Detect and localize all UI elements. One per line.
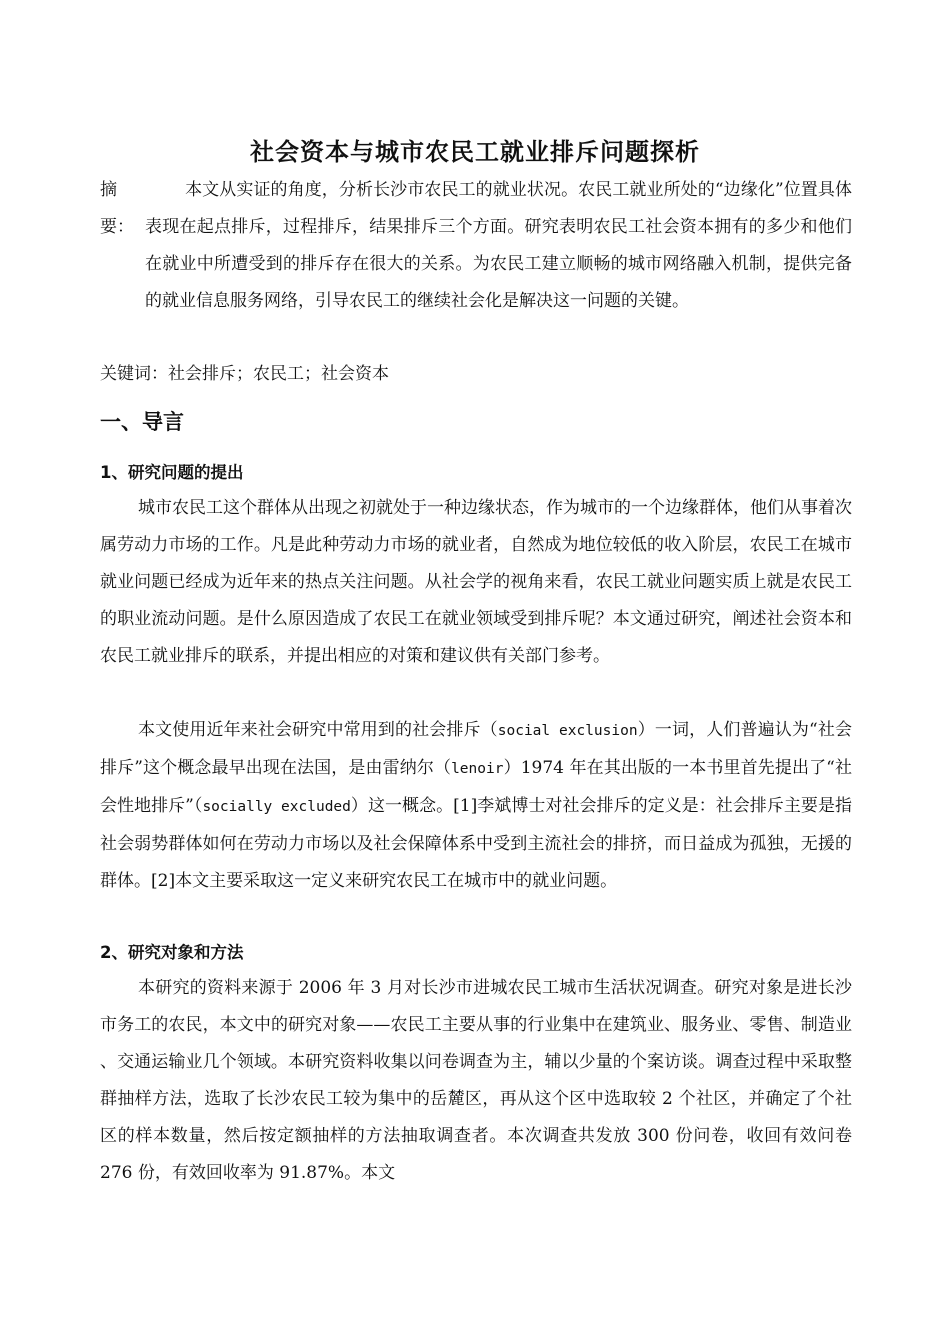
subsection-heading-2: 2、研究对象和方法 [100,943,244,962]
subsection-heading-1: 1、研究问题的提出 [100,463,244,482]
abstract-body: 本文从实证的角度，分析长沙市农民工的就业状况。农民工就业所处的“边缘化”位置具体表现在起点排斥，过程排斥，结果排斥三个方面。研究表明农民工社会资本拥有的多少和他们在就业中所遭受到的排斥存在很大的关系。为农民工建立顺畅的城市网络融入机制，提供完备的就业信息服务网络，引导农民工的继续社会化是解决这一问题的关键。 [145,180,852,311]
paragraph-2-part-g: ）这一概念。[1]李斌博士对社会排斥的定义是：社会排斥主要是指社会弱势群体如何在劳动力市场以及社会保障体系中受到主流社会的排挤，而日益成为孤独，无援的群体。[2]本文主要采取这一定义来研究农民工在城市中的就业问题。 [100,796,852,891]
paragraph-2 [100,712,852,900]
term-lenoir: lenoir [451,761,504,777]
page-title: 社会资本与城市农民工就业排斥问题探析 [250,138,700,166]
abstract-label: 摘 要： [100,180,134,237]
paragraph-3: 本研究的资料来源于 2006 年 3 月对长沙市进城农民工城市生活状况调查。研究对象是进长沙市务工的农民，本文中的研究对象——农民工主要从事的行业集中在建筑业、服务业、零售、制造业 、交通运输业几个领域。本研究资料收集以问卷调查为主，辅以少量的个案访谈。调查过程中采取整群抽样方法，选取了长沙农民工较为集中的岳麓区，再从这个区中选取较 2 个社区，并确定了个社区的样本数量，然后按定额抽样的方法抽取调查者。本次调查共发放 300 份问卷，收回有效问卷 276 份，有效回收率为 91.87%。本文 [100,978,852,1183]
paragraph-2-part-c: ）一词，人们普遍认为“社会排斥”这个概念最早出现在法国，是由雷纳尔（ [100,720,852,778]
term-social-exclusion: social exclusion [497,723,638,739]
section-heading-intro: 一、导言 [100,410,184,434]
paragraph-2-part-a: 本文使用近年来社会研究中常用到的社会排斥（ [138,720,498,740]
abstract-text [145,172,852,320]
keywords: 关键词：社会排斥；农民工；社会资本 [100,364,389,384]
abstract [100,172,852,320]
paragraph-2-part-e: ）1974 年在其出版的一本书里首先提出了“社会性地排斥”（ [100,758,852,816]
term-socially-excluded: socially excluded [202,799,351,815]
paragraph-1: 城市农民工这个群体从出现之初就处于一种边缘状态，作为城市的一个边缘群体，他们从事着次属劳动力市场的工作。凡是此种劳动力市场的就业者，自然成为地位较低的收入阶层，农民工在城市就业问题已经成为近年来的热点关注问题。从社会学的视角来看，农民工就业问题实质上就是农民工的职业流动问题。是什么原因造成了农民工在就业领域受到排斥呢？本文通过研究，阐述社会资本和农民工就业排斥的联系，并提出相应的对策和建议供有关部门参考。 [100,498,852,666]
